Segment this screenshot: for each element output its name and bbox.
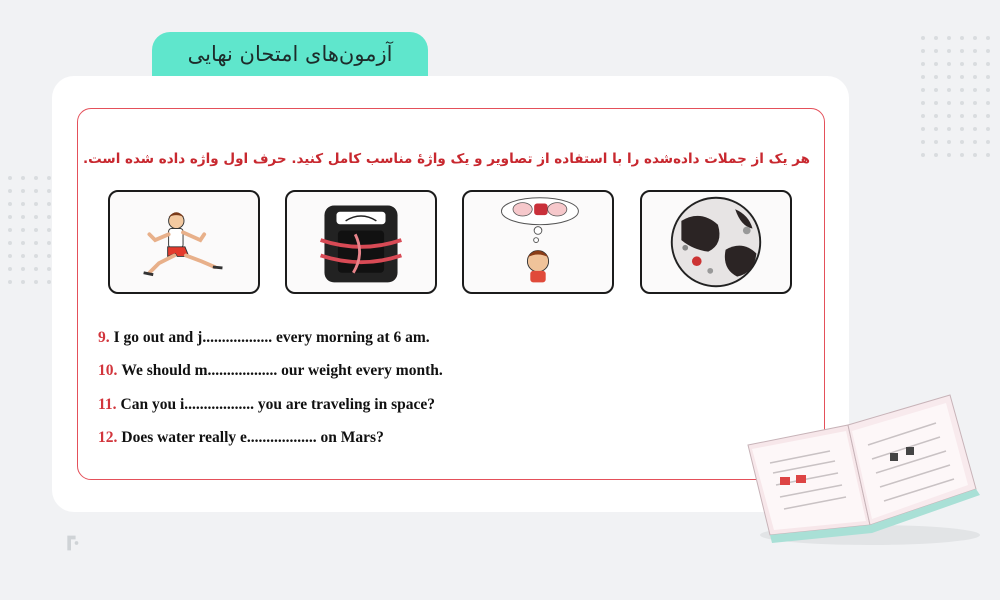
question-text-after: you are traveling in space? [257, 396, 435, 413]
page-title: آزمون‌های امتحان نهایی [152, 32, 428, 76]
answer-blank[interactable]: .................. [207, 362, 278, 379]
question-9 [98, 329, 430, 347]
decorative-dots-left [8, 176, 51, 284]
planet-mars-icon [640, 190, 792, 294]
question-number: 9. [98, 329, 110, 346]
question-12 [98, 429, 384, 447]
brand-logo [54, 532, 88, 558]
question-text-after: our weight every month. [281, 362, 443, 379]
answer-blank[interactable]: .................. [202, 329, 273, 346]
question-number: 11. [98, 396, 117, 413]
answer-blank[interactable]: .................. [184, 396, 255, 413]
question-text-before: Does water really e [121, 429, 247, 446]
question-text-before: We should m [121, 362, 208, 379]
answer-blank[interactable]: .................. [246, 429, 317, 446]
question-text-after: on Mars? [320, 429, 384, 446]
question-number: 10. [98, 362, 118, 379]
bathroom-scale-icon [285, 190, 437, 294]
question-text-before: I go out and j [113, 329, 203, 346]
question-number: 12. [98, 429, 118, 446]
thinking-child-icon [462, 190, 614, 294]
running-boy-icon [108, 190, 260, 294]
question-10 [98, 362, 443, 380]
logo-icon [60, 532, 82, 554]
decorative-dots-right [921, 36, 990, 157]
open-book-illustration [740, 385, 990, 550]
question-text-before: Can you i [120, 396, 185, 413]
question-11 [98, 396, 435, 414]
exercise-instruction: هر یک از جملات داده‌شده را با استفاده از تصاویر و یک واژهٔ مناسب کامل کنید. حرف اول واژه داده شده است. [83, 151, 810, 167]
question-text-after: every morning at 6 am. [275, 329, 430, 346]
